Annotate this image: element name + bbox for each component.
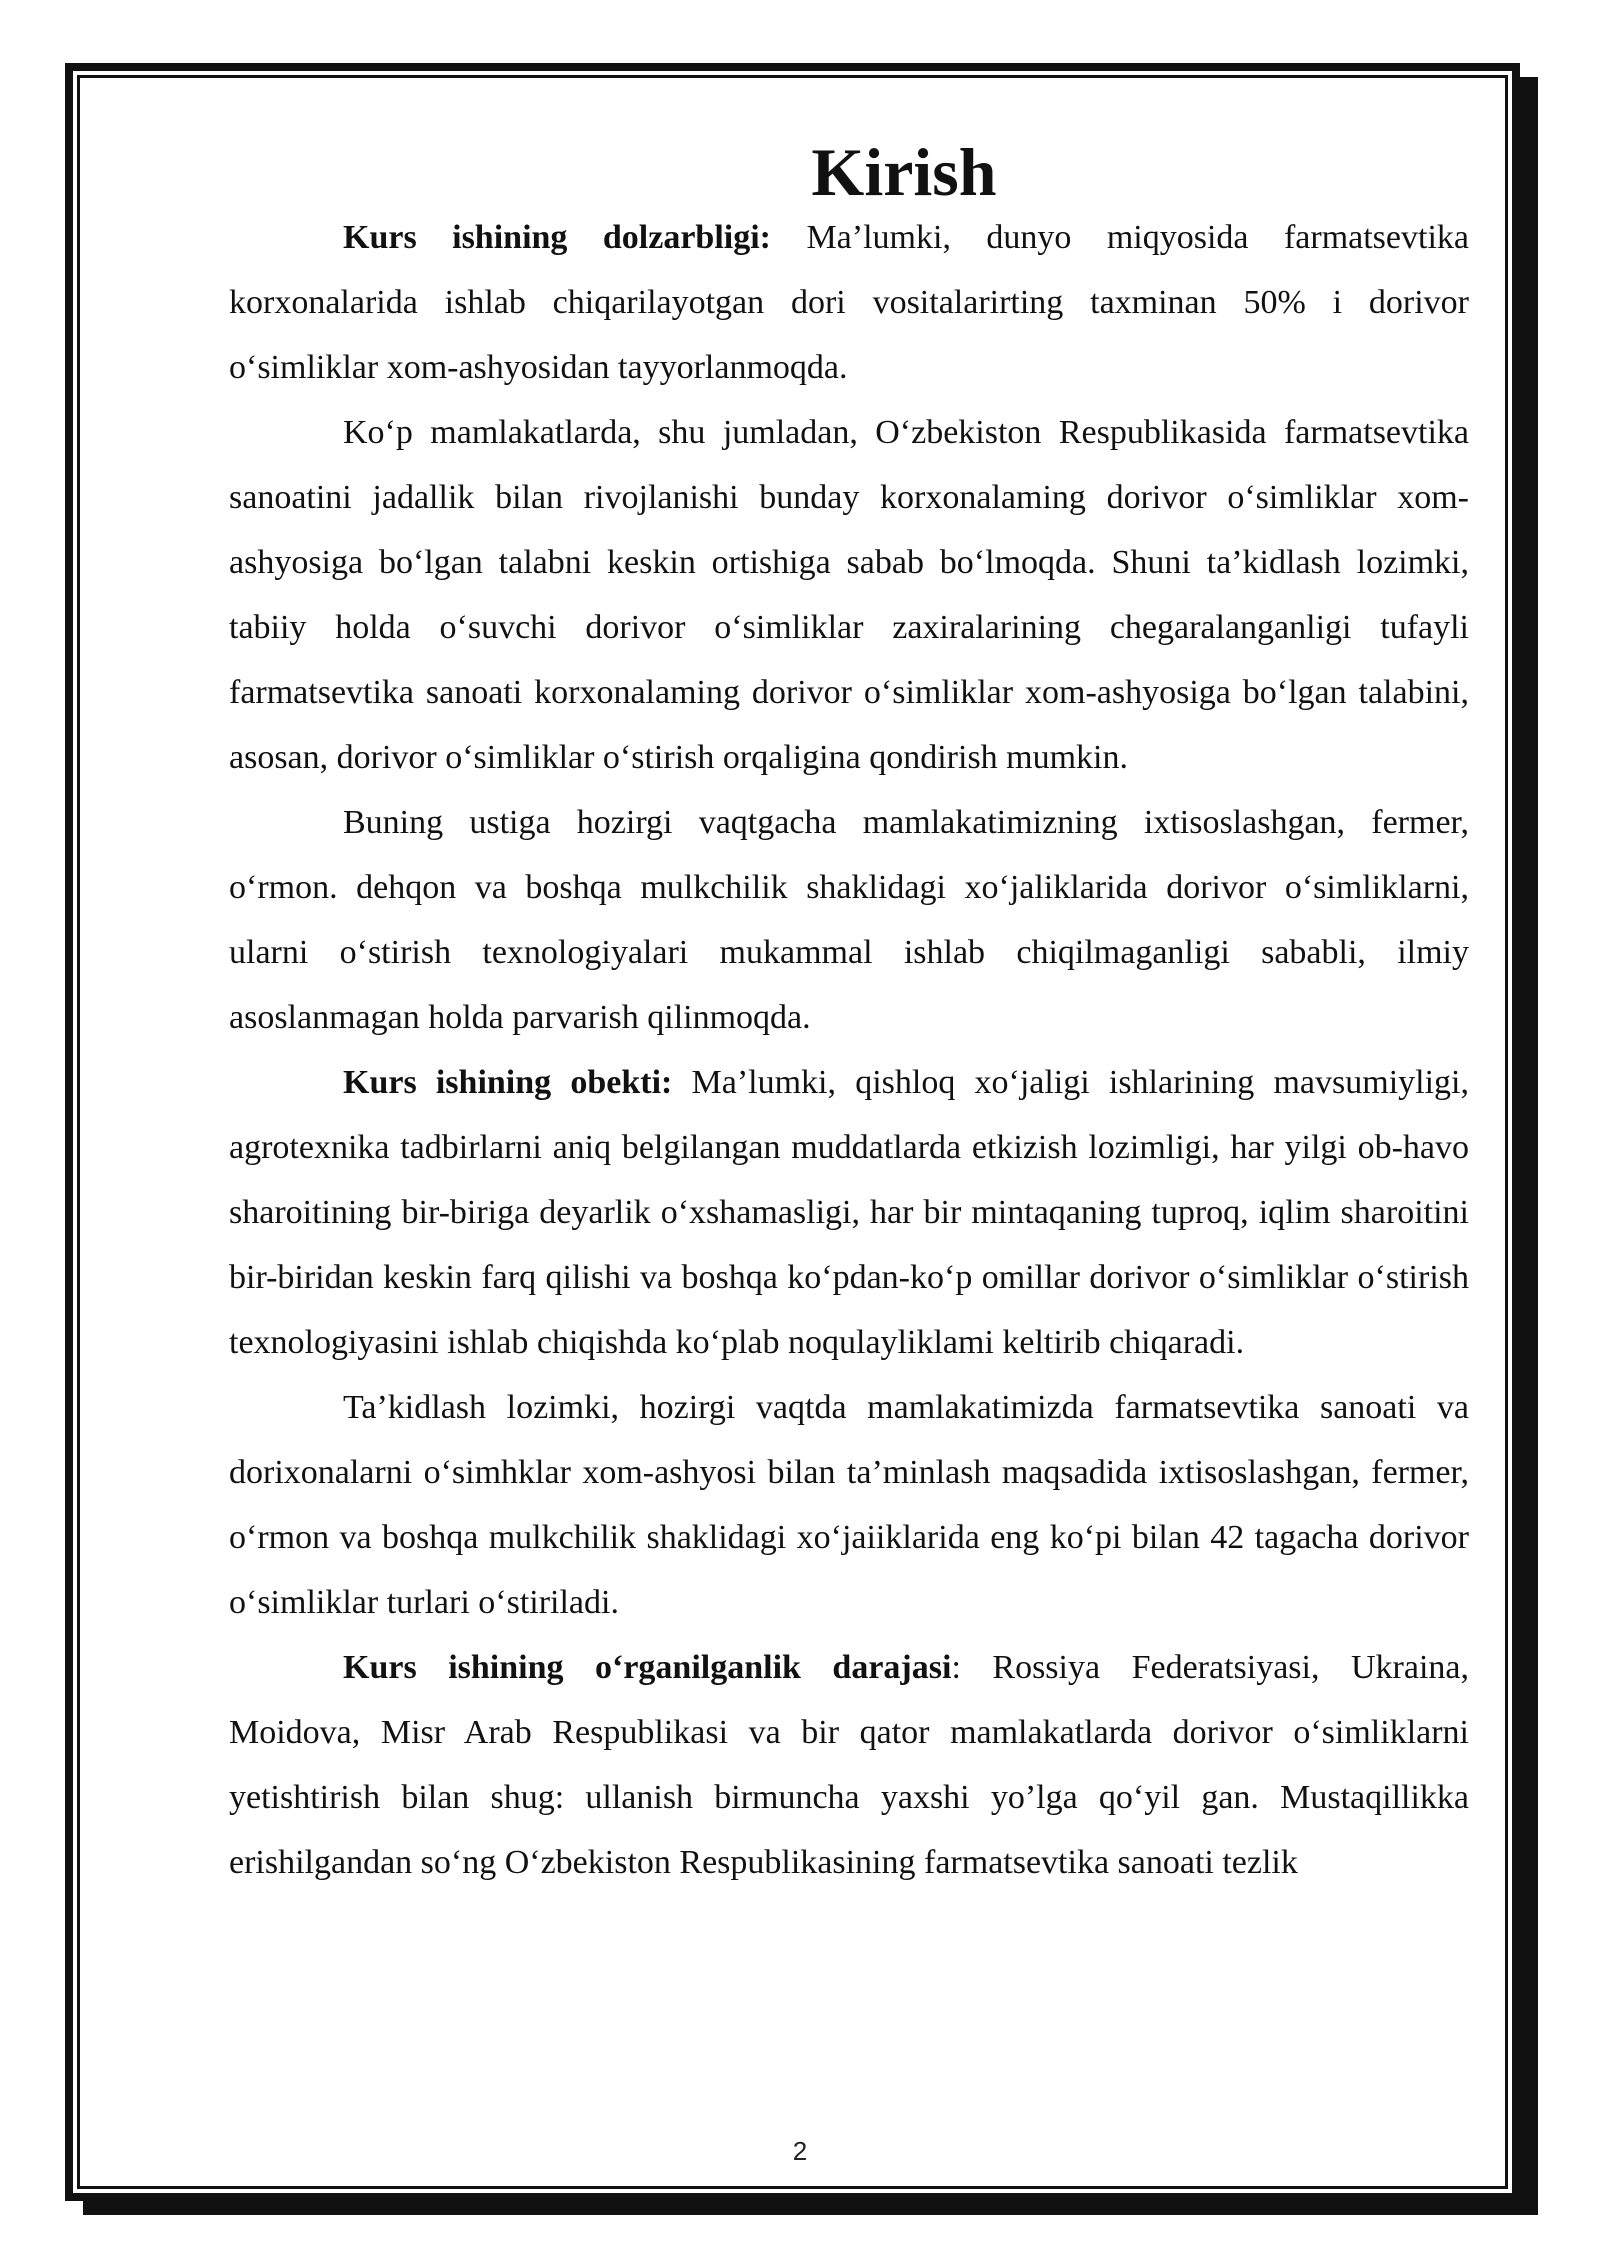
paragraph-heading: Kurs ishining dolzarbligi: bbox=[343, 219, 771, 256]
paragraph-body bbox=[229, 400, 1469, 790]
paragraph-heading: Kurs ishining o‘rganilganlik darajasi bbox=[343, 1649, 952, 1686]
document-title: Kirish bbox=[811, 134, 997, 210]
paragraph-text: Ma’lumki, qishloq xo‘jaligi ishlarining mavsumiyligi, agrotexnika tadbirlarni aniq belgilangan muddatlarda etkizish lozimligi, har yilgi ob-havo sharoitining bir-biriga deyarlik o‘xshamasligi, har bir mintaqaning tuproq, iqlim sharoitini bir-biridan keskin farq qilishi va boshqa ko‘pdan-ko‘p omillar dorivor o‘simliklar o‘stirish texnologiyasini ishlab chiqishda ko‘plab noqulayliklami keltirib chiqaradi. bbox=[229, 1064, 1469, 1361]
paragraph-text: Buning ustiga hozirgi vaqtgacha mamlakatimizning ixtisoslashgan, fermer, o‘rmon. dehqon va boshqa mulkchilik shaklidagi xo‘jaliklarida dorivor o‘simliklarni, ularni o‘stirish texnologiyalari mukammal ishlab chiqilmaganligi sababli, ilmiy asoslanmagan holda parvarish qilinmoqda. bbox=[229, 804, 1469, 1036]
paragraph-body bbox=[229, 1375, 1469, 1635]
document-body bbox=[229, 134, 1469, 1895]
paragraph-body bbox=[229, 790, 1469, 1050]
paragraph-text: Ma’lumki, dunyo miqyosida farmatsevtika korxonalarida ishlab chiqarilayotgan dori vositalarirting taxminan 50% i dorivor o‘simliklar xom-ashyosidan tayyorlanmoqda. bbox=[229, 219, 1469, 386]
page-number: 2 bbox=[792, 2136, 808, 2166]
paragraph-text: Ko‘p mamlakatlarda, shu jumladan, O‘zbekiston Respublikasida farmatsevtika sanoatini jadallik bilan rivojlanishi bunday korxonalaming dorivor o‘simliklar xom-ashyosiga bo‘lgan talabni keskin ortishiga sabab bo‘lmoqda. Shuni ta’kidlash lozimki, tabiiy holda o‘suvchi dorivor o‘simliklar zaxiralarining chegaralanganligi tufayli farmatsevtika sanoati korxonalaming dorivor o‘simliklar xom-ashyosiga bo‘lgan talabini, asosan, dorivor o‘simliklar o‘stirish orqaligina qondirish mumkin. bbox=[229, 414, 1469, 776]
paragraph-organilganlik bbox=[229, 1635, 1469, 1895]
paragraph-dolzarbligi bbox=[229, 205, 1469, 400]
paragraph-heading: Kurs ishining obekti: bbox=[343, 1064, 673, 1101]
paragraph-text: Ta’kidlash lozimki, hozirgi vaqtda mamlakatimizda farmatsevtika sanoati va dorixonalarni o‘simhklar xom-ashyosi bilan ta’minlash maqsadida ixtisoslashgan, fermer, o‘rmon va boshqa mulkchilik shaklidagi xo‘jaiiklarida eng ko‘pi bilan 42 tagacha dorivor o‘simliklar turlari o‘stiriladi. bbox=[229, 1389, 1469, 1621]
paragraph-obekti bbox=[229, 1050, 1469, 1375]
paragraph-text: : Rossiya Federatsiyasi, Ukraina, Moidova, Misr Arab Respublikasi va bir qator mamlakatlarda dorivor o‘simliklarni yetishtirish bilan shug: ullanish birmuncha yaxshi yo’lga qo‘yil gan. Mustaqillikka erishilgandan so‘ng O‘zbekiston Respublikasining farmatsevtika sanoati tezlik bbox=[229, 1649, 1469, 1881]
